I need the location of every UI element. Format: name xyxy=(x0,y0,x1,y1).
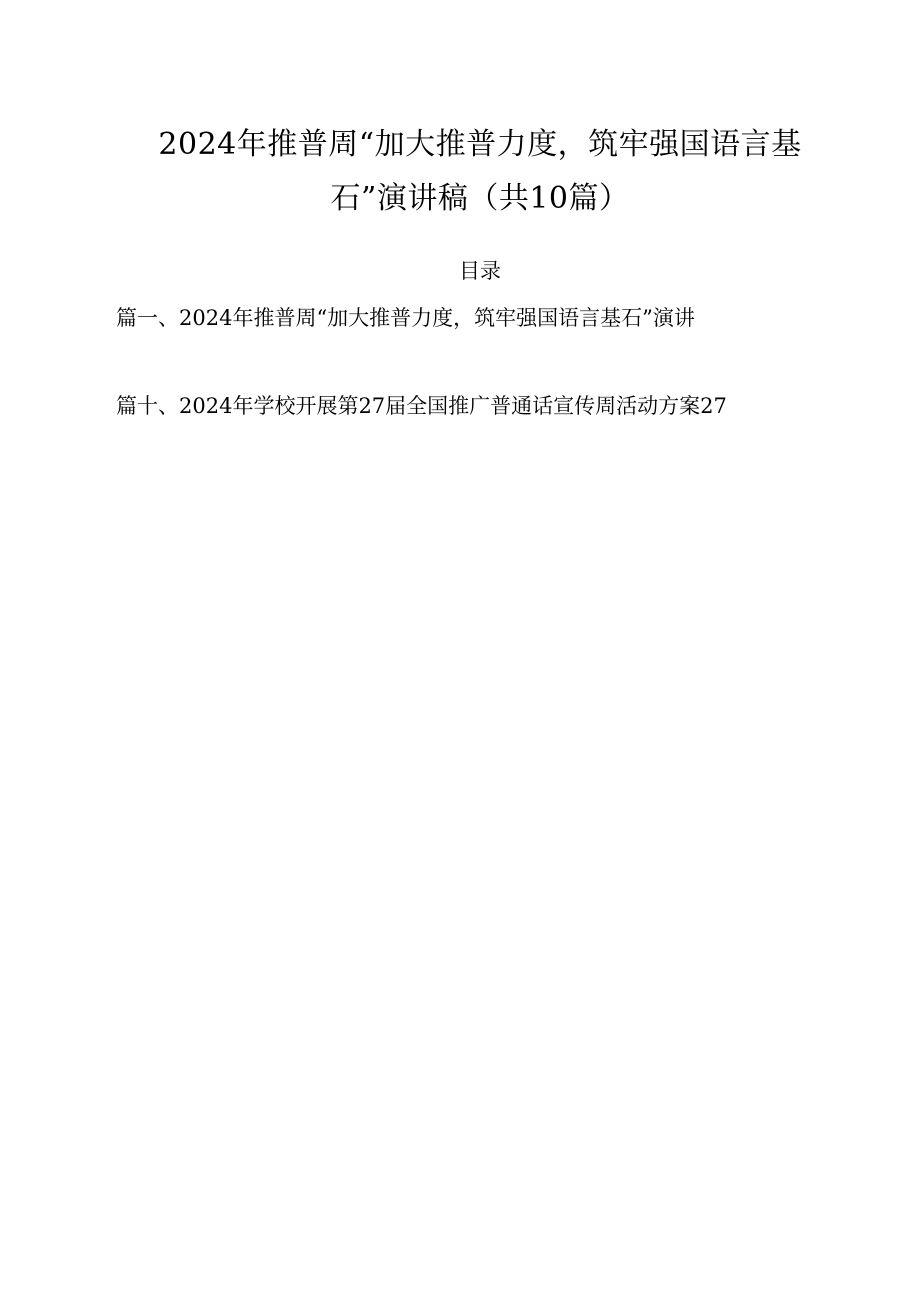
toc-item-10[interactable]: 篇十、2024年学校开展第27届全国推广普通话宣传周活动方案27 xyxy=(116,394,727,418)
title-line-2: 石”演讲稿（共10篇） xyxy=(330,181,630,216)
toc-heading: 目录 xyxy=(459,259,501,283)
title-line-1: 2024年推普周“加大推普力度，筑牢强国语言基 xyxy=(158,127,802,162)
toc-item-1[interactable]: 篇一、2024年推普周“加大推普力度，筑牢强国语言基石”演讲 xyxy=(116,306,695,330)
document-title xyxy=(130,118,830,226)
